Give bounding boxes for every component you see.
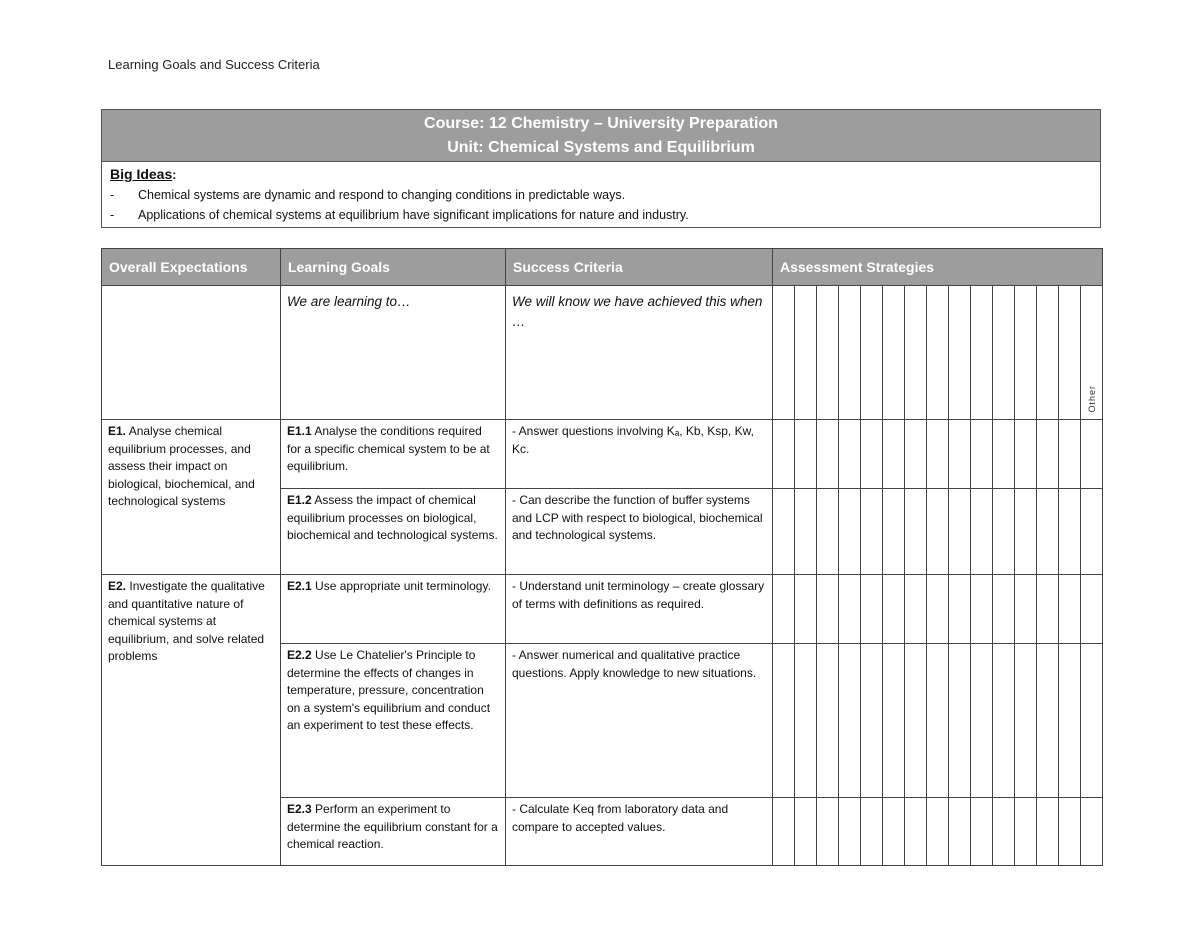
unit-title: Unit: Chemical Systems and Equilibrium (447, 139, 755, 156)
strategy-cell (1081, 575, 1103, 644)
learning-goal (281, 575, 506, 644)
strategy-col-4 (839, 286, 861, 420)
strategy-cell (861, 489, 883, 575)
strategy-col-3 (817, 286, 839, 420)
strategy-cell (1015, 644, 1037, 798)
strategy-cell (1037, 798, 1059, 866)
big-idea-item (110, 205, 1094, 225)
strategy-cell (1081, 798, 1103, 866)
strategy-cell (1059, 575, 1081, 644)
strategy-cell (949, 489, 971, 575)
overall-subheader-empty (102, 286, 281, 420)
strategy-cell (993, 420, 1015, 489)
bullet-dash: - (110, 208, 115, 222)
expectation-text: Analyse chemical equilibrium processes, and assess their impact on biological, biochemical, and technological systems (108, 424, 255, 508)
course-banner (102, 110, 1100, 162)
strategy-col-14 (1059, 286, 1081, 420)
strategy-cell (949, 798, 971, 866)
strategy-cell (795, 420, 817, 489)
strategy-col-10 (971, 286, 993, 420)
expectation-code: E2. (108, 579, 127, 593)
strategy-cell (883, 798, 905, 866)
learning-goal (281, 798, 506, 866)
learning-goal (281, 644, 506, 798)
assessment-strategies-header: Assessment Strategies (773, 249, 1103, 286)
strategy-cell (773, 575, 795, 644)
strategy-col-5 (861, 286, 883, 420)
strategy-col-9 (949, 286, 971, 420)
strategy-cell (883, 575, 905, 644)
strategy-label-other: Other (1086, 385, 1097, 413)
strategy-cell (861, 420, 883, 489)
expectation-text: Investigate the qualitative and quantitative nature of chemical systems at equilibrium, and solve related problems (108, 579, 265, 663)
strategy-col-13 (1037, 286, 1059, 420)
learning-goals-header: Learning Goals (281, 249, 506, 286)
strategy-cell (1059, 420, 1081, 489)
strategy-cell (949, 575, 971, 644)
strategy-cell (1015, 489, 1037, 575)
strategy-cell (971, 644, 993, 798)
expectation-e1 (102, 420, 281, 575)
big-ideas-label: Big Ideas (110, 166, 173, 182)
goal-code: E2.3 (287, 802, 312, 816)
strategy-cell (817, 420, 839, 489)
big-idea-text: Chemical systems are dynamic and respond to changing conditions in predictable ways. (138, 188, 626, 202)
strategy-cell (883, 644, 905, 798)
strategy-col-2 (795, 286, 817, 420)
strategy-cell (905, 420, 927, 489)
strategy-cell (1037, 420, 1059, 489)
goal-code: E1.2 (287, 493, 312, 507)
strategy-cell (861, 798, 883, 866)
success-criteria: - Answer questions involving Kₐ, Kb, Ksp, Kw, Kc. (506, 420, 773, 489)
strategy-cell (1015, 798, 1037, 866)
strategy-cell (839, 420, 861, 489)
strategy-cell (1081, 489, 1103, 575)
big-ideas-section (102, 162, 1100, 227)
strategy-col-other (1081, 286, 1103, 420)
strategy-cell (773, 644, 795, 798)
goal-code: E2.1 (287, 579, 312, 593)
goal-text: Use Le Chatelier's Principle to determine the effects of changes in temperature, pressure, concentration on a system's equilibrium and conduct an experiment to test these effects. (287, 648, 491, 732)
strategy-cell (971, 798, 993, 866)
strategy-cell (971, 575, 993, 644)
strategy-col-12 (1015, 286, 1037, 420)
strategy-cell (993, 575, 1015, 644)
course-title: Course: 12 Chemistry – University Preparation (424, 115, 778, 132)
big-ideas-colon: : (172, 168, 177, 182)
strategy-cell (883, 420, 905, 489)
big-idea-text: Applications of chemical systems at equilibrium have significant implications for nature and industry. (138, 208, 689, 222)
goal-text: Perform an experiment to determine the equilibrium constant for a chemical reaction. (287, 802, 498, 851)
strategy-cell (795, 489, 817, 575)
goal-text: Assess the impact of chemical equilibrium processes on biological, biochemical and technological systems. (287, 493, 498, 542)
strategy-cell (1037, 575, 1059, 644)
strategy-cell (839, 798, 861, 866)
strategy-cell (839, 644, 861, 798)
goal-text: Use appropriate unit terminology. (315, 579, 491, 593)
course-info-box (101, 109, 1101, 228)
strategy-cell (795, 798, 817, 866)
strategy-col-11 (993, 286, 1015, 420)
strategy-cell (1037, 489, 1059, 575)
strategy-cell (839, 575, 861, 644)
strategy-cell (905, 644, 927, 798)
strategy-cell (927, 644, 949, 798)
strategy-cell (1015, 575, 1037, 644)
strategy-cell (927, 420, 949, 489)
strategy-cell (905, 489, 927, 575)
strategy-col-7 (905, 286, 927, 420)
success-criteria-header: Success Criteria (506, 249, 773, 286)
goal-text: Analyse the conditions required for a specific chemical system to be at equilibrium. (287, 424, 490, 473)
strategy-cell (927, 798, 949, 866)
strategy-cell (905, 575, 927, 644)
strategy-cell (1015, 420, 1037, 489)
learning-goal (281, 489, 506, 575)
strategy-cell (1081, 420, 1103, 489)
expectation-e2 (102, 575, 281, 866)
strategy-col-1 (773, 286, 795, 420)
bullet-dash: - (110, 188, 115, 202)
strategy-cell (927, 489, 949, 575)
strategy-cell (927, 575, 949, 644)
strategy-cell (861, 644, 883, 798)
goal-code: E2.2 (287, 648, 312, 662)
strategy-cell (817, 798, 839, 866)
strategy-cell (817, 575, 839, 644)
overall-expectations-header: Overall Expectations (102, 249, 281, 286)
strategy-cell (971, 420, 993, 489)
strategy-cell (883, 489, 905, 575)
strategy-cell (839, 489, 861, 575)
strategy-cell (773, 420, 795, 489)
strategy-col-6 (883, 286, 905, 420)
strategy-cell (1037, 644, 1059, 798)
strategy-cell (993, 489, 1015, 575)
learning-goal (281, 420, 506, 489)
criteria-subheader: We will know we have achieved this when … (506, 286, 773, 420)
strategy-cell (861, 575, 883, 644)
big-idea-item (110, 185, 1094, 205)
strategy-col-8 (927, 286, 949, 420)
strategy-cell (795, 644, 817, 798)
strategy-cell (1059, 644, 1081, 798)
strategy-cell (905, 798, 927, 866)
strategy-cell (993, 644, 1015, 798)
strategy-cell (773, 798, 795, 866)
strategy-cell (1059, 798, 1081, 866)
strategy-cell (773, 489, 795, 575)
strategy-cell (795, 575, 817, 644)
strategy-cell (817, 644, 839, 798)
strategy-cell (1059, 489, 1081, 575)
success-criteria: - Answer numerical and qualitative practice questions. Apply knowledge to new situations. (506, 644, 773, 798)
strategy-cell (1081, 644, 1103, 798)
strategy-cell (993, 798, 1015, 866)
expectation-code: E1. (108, 424, 127, 438)
goal-code: E1.1 (287, 424, 312, 438)
strategy-cell (817, 489, 839, 575)
strategy-cell (949, 644, 971, 798)
goals-subheader: We are learning to… (281, 286, 506, 420)
strategy-cell (949, 420, 971, 489)
strategy-cell (971, 489, 993, 575)
success-criteria: - Understand unit terminology – create glossary of terms with definitions as required. (506, 575, 773, 644)
success-criteria: - Can describe the function of buffer systems and LCP with respect to biological, biochemical and technological systems. (506, 489, 773, 575)
success-criteria: - Calculate Keq from laboratory data and compare to accepted values. (506, 798, 773, 866)
document-header: Learning Goals and Success Criteria (108, 57, 320, 72)
expectations-table (101, 248, 1103, 866)
